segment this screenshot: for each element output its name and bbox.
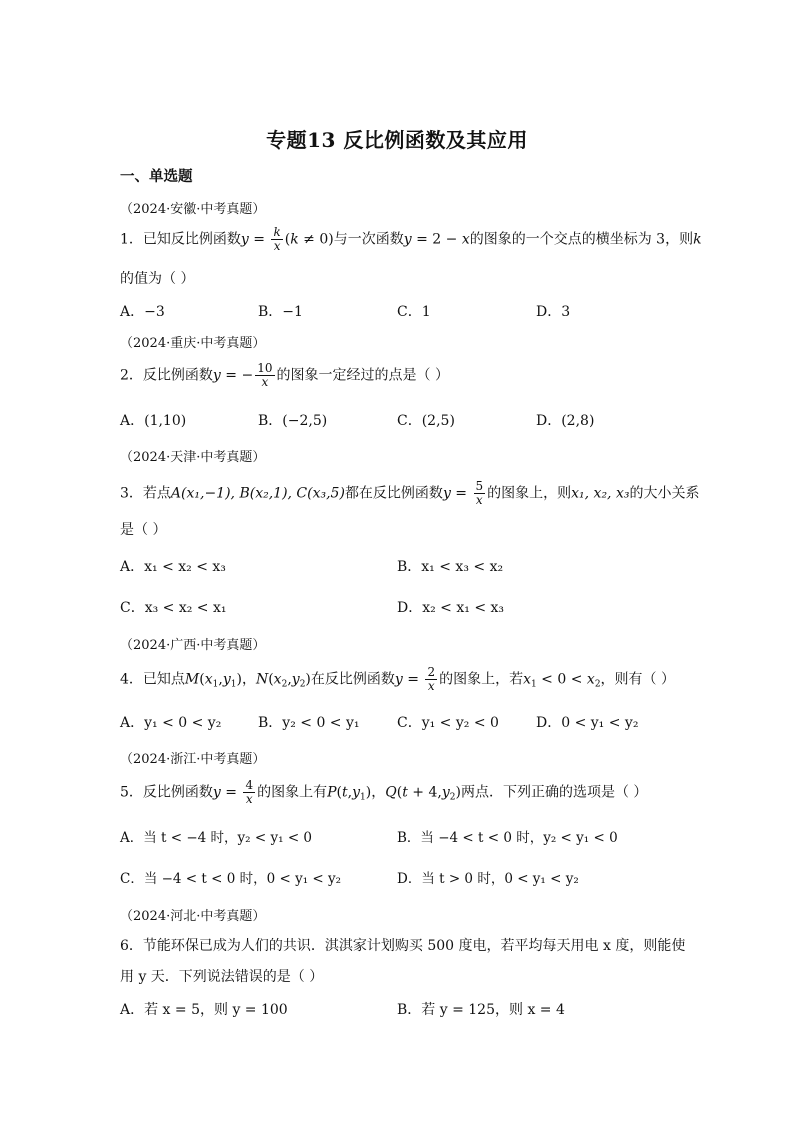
q6-option-a[interactable]: A．若 x = 5，则 y = 100 xyxy=(120,1002,288,1018)
q4-option-d[interactable]: D．0 < y₁ < y₂ xyxy=(536,715,639,731)
q6-option-b[interactable]: B．若 y = 125，则 x = 4 xyxy=(397,1002,565,1018)
q1-stem-cont: 的值为（ ） xyxy=(120,271,195,287)
q3-stem: 3．若点A(x₁,−1), B(x₂,1), C(x₃,5)都在反比例函数y = $\frac{5}{x}$ 的图象上，则x₁, x₂, x₃的大小关系 xyxy=(120,479,700,507)
document-title: 专题13 反比例函数及其应用 xyxy=(266,128,528,152)
q2-option-b[interactable]: B．(−2,5) xyxy=(258,413,328,429)
section-heading: 一、单选题 xyxy=(120,168,193,185)
q5-option-c[interactable]: C．当 −4 < t < 0 时，0 < y₁ < y₂ xyxy=(120,871,342,887)
q6-stem-cont: 用 y 天．下列说法错误的是（ ） xyxy=(120,969,324,985)
q3-stem-cont: 是（ ） xyxy=(120,522,167,538)
q3-option-b[interactable]: B．x₁ < x₃ < x₂ xyxy=(397,559,504,575)
q1-stem: 1．已知反比例函数y = $\frac{k}{x}$ (k ≠ 0)与一次函数y = 2 − x的图象的一个交点的横坐标为 3，则k xyxy=(120,225,702,253)
q5-option-b[interactable]: B．当 −4 < t < 0 时，y₂ < y₁ < 0 xyxy=(397,830,618,846)
q5-stem: 5．反比例函数y = $\frac{4}{x}$ 的图象上有$P(t,y_1)$，$Q(t + 4,y_2)$两点．下列正确的选项是（ ） xyxy=(120,778,648,806)
q2-option-a[interactable]: A．(1,10) xyxy=(120,413,187,429)
q6-stem: 6．节能环保已成为人们的共识．淇淇家计划购买 500 度电，若平均每天用电 x 度，则能使 xyxy=(120,938,686,954)
q6-source: （2024·河北·中考真题） xyxy=(120,909,266,924)
q4-stem: 4．已知点$M(x_1,y_1)$，$N(x_2,y_2)$在反比例函数y = $\frac{2}{x}$ 的图象上，若$x_1 < 0 < x_2$，则有（ ） xyxy=(120,665,675,693)
q1-option-b[interactable]: B．−1 xyxy=(258,304,303,320)
q2-option-d[interactable]: D．(2,8) xyxy=(536,413,595,429)
q5-source: （2024·浙江·中考真题） xyxy=(120,752,266,767)
q1-option-d[interactable]: D．3 xyxy=(536,304,571,320)
q4-option-b[interactable]: B．y₂ < 0 < y₁ xyxy=(258,715,360,731)
q2-option-c[interactable]: C．(2,5) xyxy=(397,413,455,429)
q4-source: （2024·广西·中考真题） xyxy=(120,638,266,653)
q5-option-d[interactable]: D．当 t > 0 时，0 < y₁ < y₂ xyxy=(397,871,579,887)
q3-option-d[interactable]: D．x₂ < x₁ < x₃ xyxy=(397,600,505,616)
q4-option-a[interactable]: A．y₁ < 0 < y₂ xyxy=(120,715,222,731)
q1-source: （2024·安徽·中考真题） xyxy=(120,202,266,217)
q3-source: （2024·天津·中考真题） xyxy=(120,450,266,465)
q3-option-a[interactable]: A．x₁ < x₂ < x₃ xyxy=(120,559,226,575)
q2-source: （2024·重庆·中考真题） xyxy=(120,336,266,351)
q1-option-a[interactable]: A．−3 xyxy=(120,304,165,320)
q1-option-c[interactable]: C．1 xyxy=(397,304,431,320)
q4-option-c[interactable]: C．y₁ < y₂ < 0 xyxy=(397,715,499,731)
q3-option-c[interactable]: C．x₃ < x₂ < x₁ xyxy=(120,600,227,616)
q5-option-a[interactable]: A．当 t < −4 时，y₂ < y₁ < 0 xyxy=(120,830,313,846)
q2-stem: 2．反比例函数y = − $\frac{10}{x}$ 的图象一定经过的点是（ ） xyxy=(120,361,449,389)
